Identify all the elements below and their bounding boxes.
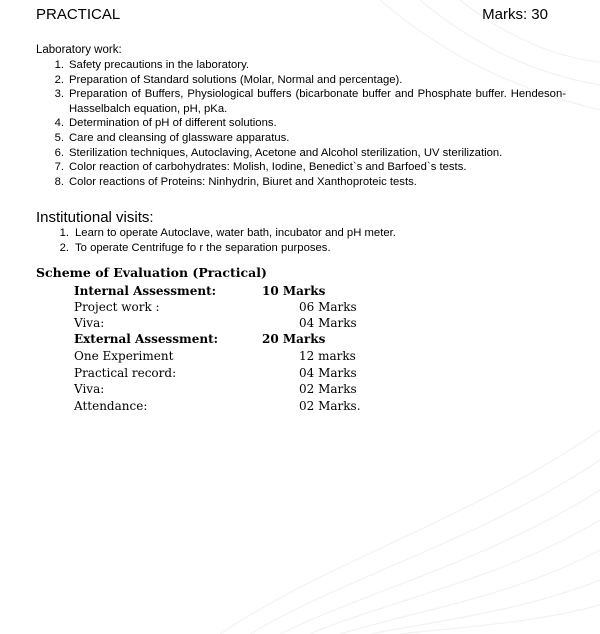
list-item — [36, 73, 566, 88]
list-item — [36, 87, 566, 116]
item-text: Color reactions of Proteins: Ninhydrin, Biuret and Xanthoproteic tests. — [69, 175, 417, 188]
list-item — [36, 116, 566, 131]
lab-work-heading: Laboratory work: — [36, 44, 122, 56]
item-text: To operate Centrifuge fo r the separation purposes. — [75, 241, 331, 254]
total-marks: Marks: 30 — [482, 6, 548, 23]
institutional-visits-list — [36, 226, 556, 255]
item-number: 3. — [54, 88, 64, 101]
lab-work-list — [36, 58, 566, 189]
item-number: 7. — [54, 161, 64, 174]
row-value: 10 Marks — [262, 284, 326, 298]
institutional-visits-heading: Institutional visits: — [36, 209, 154, 226]
row-label: Viva: — [74, 316, 105, 330]
item-number: 5. — [54, 131, 64, 144]
item-text: Color reaction of carbohydrates: Molish, Iodine, Benedict`s and Barfoed`s tests. — [69, 161, 467, 174]
external-assessment-row — [74, 332, 394, 348]
item-number: 1. — [54, 59, 64, 71]
item-text: Determination of pH of different solutions. — [69, 117, 277, 130]
list-item — [36, 131, 566, 146]
row-value: 04 Marks — [299, 366, 357, 380]
practical-record-row — [74, 366, 394, 382]
attendance-row — [74, 399, 394, 415]
item-number: 4. — [54, 117, 64, 130]
list-item — [36, 58, 566, 73]
row-label: Viva: — [74, 382, 105, 396]
item-text: Preparation of Standard solutions (Molar, Normal and percentage). — [69, 73, 403, 86]
section-title: PRACTICAL — [36, 6, 121, 23]
row-label: Practical record: — [74, 366, 177, 380]
row-label: One Experiment — [74, 349, 174, 363]
one-experiment-row — [74, 349, 394, 365]
row-label: Project work : — [74, 300, 160, 314]
row-label: External Assessment: — [74, 332, 219, 346]
item-text: Care and cleansing of glassware apparatus. — [69, 131, 290, 144]
item-number: 8. — [54, 175, 64, 188]
item-text: Preparation of Buffers, Physiological buffers (bicarbonate buffer and Phosphate buffer. Hendeson-Hasselbalch equation, pH, pKa. — [69, 88, 566, 115]
row-value: 12 marks — [299, 349, 356, 363]
scheme-title: Scheme of Evaluation (Practical) — [36, 265, 267, 280]
list-item — [36, 175, 566, 190]
item-number: 1. — [59, 227, 69, 239]
page-header — [36, 6, 548, 26]
project-work-row — [74, 300, 394, 316]
list-item — [36, 226, 556, 241]
row-value: 02 Marks — [299, 382, 357, 396]
row-value: 06 Marks — [299, 300, 357, 314]
item-text: Sterilization techniques, Autoclaving, Acetone and Alcohol sterilization, UV sterilization. — [69, 146, 503, 159]
row-label: Internal Assessment: — [74, 284, 217, 298]
list-item — [36, 146, 566, 161]
row-value: 04 Marks — [299, 316, 357, 330]
list-item — [36, 241, 556, 256]
item-text: Safety precautions in the laboratory. — [69, 59, 250, 71]
row-value: 02 Marks. — [299, 399, 361, 413]
viva-internal-row — [74, 316, 394, 332]
item-number: 2. — [54, 73, 64, 86]
row-value: 20 Marks — [262, 332, 326, 346]
item-number: 2. — [59, 241, 69, 254]
list-item — [36, 160, 566, 175]
item-number: 6. — [54, 146, 64, 159]
viva-external-row — [74, 382, 394, 398]
item-text: Learn to operate Autoclave, water bath, incubator and pH meter. — [75, 227, 396, 239]
row-label: Attendance: — [74, 399, 148, 413]
internal-assessment-row — [74, 284, 394, 300]
